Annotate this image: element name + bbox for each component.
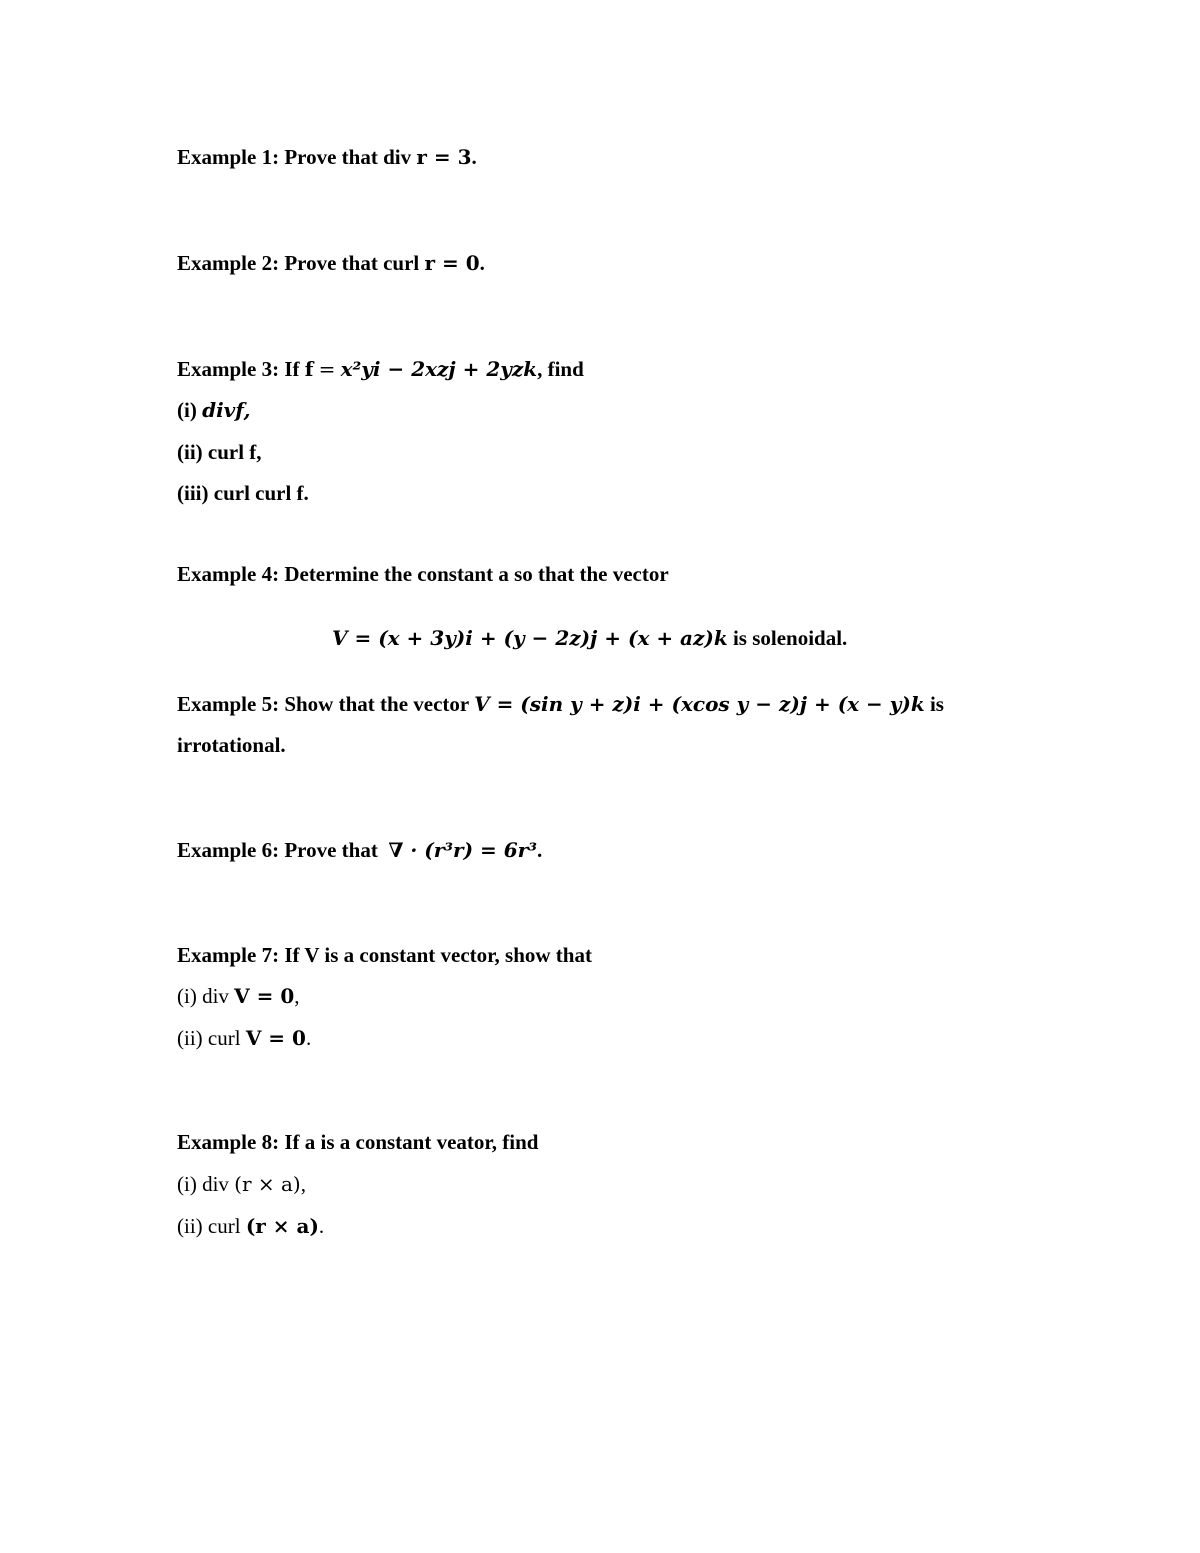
- example-4-equation: [332, 624, 847, 652]
- example-label: Example 5:: [177, 692, 280, 716]
- example-7-item-1: [177, 982, 300, 1010]
- example-6: [177, 836, 542, 864]
- item-math: (r × a): [245, 1214, 319, 1238]
- item-end: ,: [294, 984, 300, 1008]
- example-end: is: [929, 692, 944, 716]
- item-end: ,: [300, 1172, 306, 1196]
- example-var: f: [304, 357, 314, 381]
- example-label: Example 2:: [177, 251, 280, 275]
- equation-end: is solenoidal.: [732, 626, 848, 650]
- example-end: .: [479, 251, 485, 275]
- example-expr: x²yi − 2xzj + 2yzk: [340, 357, 538, 381]
- item-math: V = 0: [245, 1026, 306, 1050]
- equation: V = (x + 3y)i + (y − 2z)j + (x + az)k: [332, 626, 728, 650]
- example-2: [177, 249, 485, 277]
- example-5-line-2: [177, 731, 286, 759]
- item-math: V = 0: [234, 984, 295, 1008]
- example-end: .: [536, 838, 543, 862]
- item-text: curl curl f.: [213, 481, 309, 505]
- example-label: Example 8:: [177, 1130, 280, 1154]
- item-text: curl: [207, 1026, 241, 1050]
- example-5: [177, 690, 944, 718]
- example-text: Determine the constant a so that the vector: [284, 562, 669, 586]
- item-num: (i): [177, 1172, 197, 1196]
- item-text: divf,: [202, 398, 251, 422]
- item-end: .: [318, 1214, 325, 1238]
- item-end: .: [305, 1026, 312, 1050]
- item-num: (ii): [177, 440, 203, 464]
- example-label: Example 4:: [177, 562, 280, 586]
- example-math: r = 0: [424, 251, 480, 275]
- example-4: [177, 560, 669, 588]
- example-text: Prove that: [284, 838, 378, 862]
- item-text: curl: [207, 1214, 241, 1238]
- item-text: div: [202, 984, 229, 1008]
- item-text: div: [202, 1172, 229, 1196]
- example-lead: If: [284, 357, 300, 381]
- example-7-item-2: [177, 1024, 311, 1052]
- item-num: (iii): [177, 481, 209, 505]
- example-end: .: [471, 145, 477, 169]
- item-math: (r × a): [234, 1172, 301, 1196]
- example-7: [177, 941, 592, 969]
- example-label: Example 6:: [177, 838, 280, 862]
- item-num: (i): [177, 984, 197, 1008]
- item-num: (ii): [177, 1026, 203, 1050]
- item-text: curl f,: [207, 440, 262, 464]
- example-3-item-1: [177, 396, 250, 424]
- example-text: Prove that div: [284, 145, 412, 169]
- example-math: r = 3: [416, 145, 472, 169]
- example-1: [177, 143, 477, 171]
- item-num: (ii): [177, 1214, 203, 1238]
- example-text: Prove that curl: [284, 251, 420, 275]
- example-math: ∇ · (r³r) = 6r³: [388, 838, 537, 862]
- example-math: V = (sin y + z)i + (xcos y − z)j + (x − y)k: [474, 692, 925, 716]
- example-label: Example 3:: [177, 357, 280, 381]
- example-text: Show that the vector: [284, 692, 469, 716]
- example-8-item-2: [177, 1212, 324, 1240]
- example-end: , find: [537, 357, 584, 381]
- item-num: (i): [177, 398, 197, 422]
- example-text: If a is a constant veator, find: [284, 1130, 539, 1154]
- example-3-item-2: [177, 438, 262, 466]
- example-8-item-1: [177, 1170, 306, 1198]
- example-text: irrotational.: [177, 733, 286, 757]
- example-label: Example 1:: [177, 145, 280, 169]
- example-3: [177, 355, 584, 383]
- example-eq: =: [318, 357, 336, 381]
- example-text: If V is a constant vector, show that: [284, 943, 592, 967]
- example-8: [177, 1128, 538, 1156]
- example-label: Example 7:: [177, 943, 280, 967]
- example-3-item-3: [177, 479, 309, 507]
